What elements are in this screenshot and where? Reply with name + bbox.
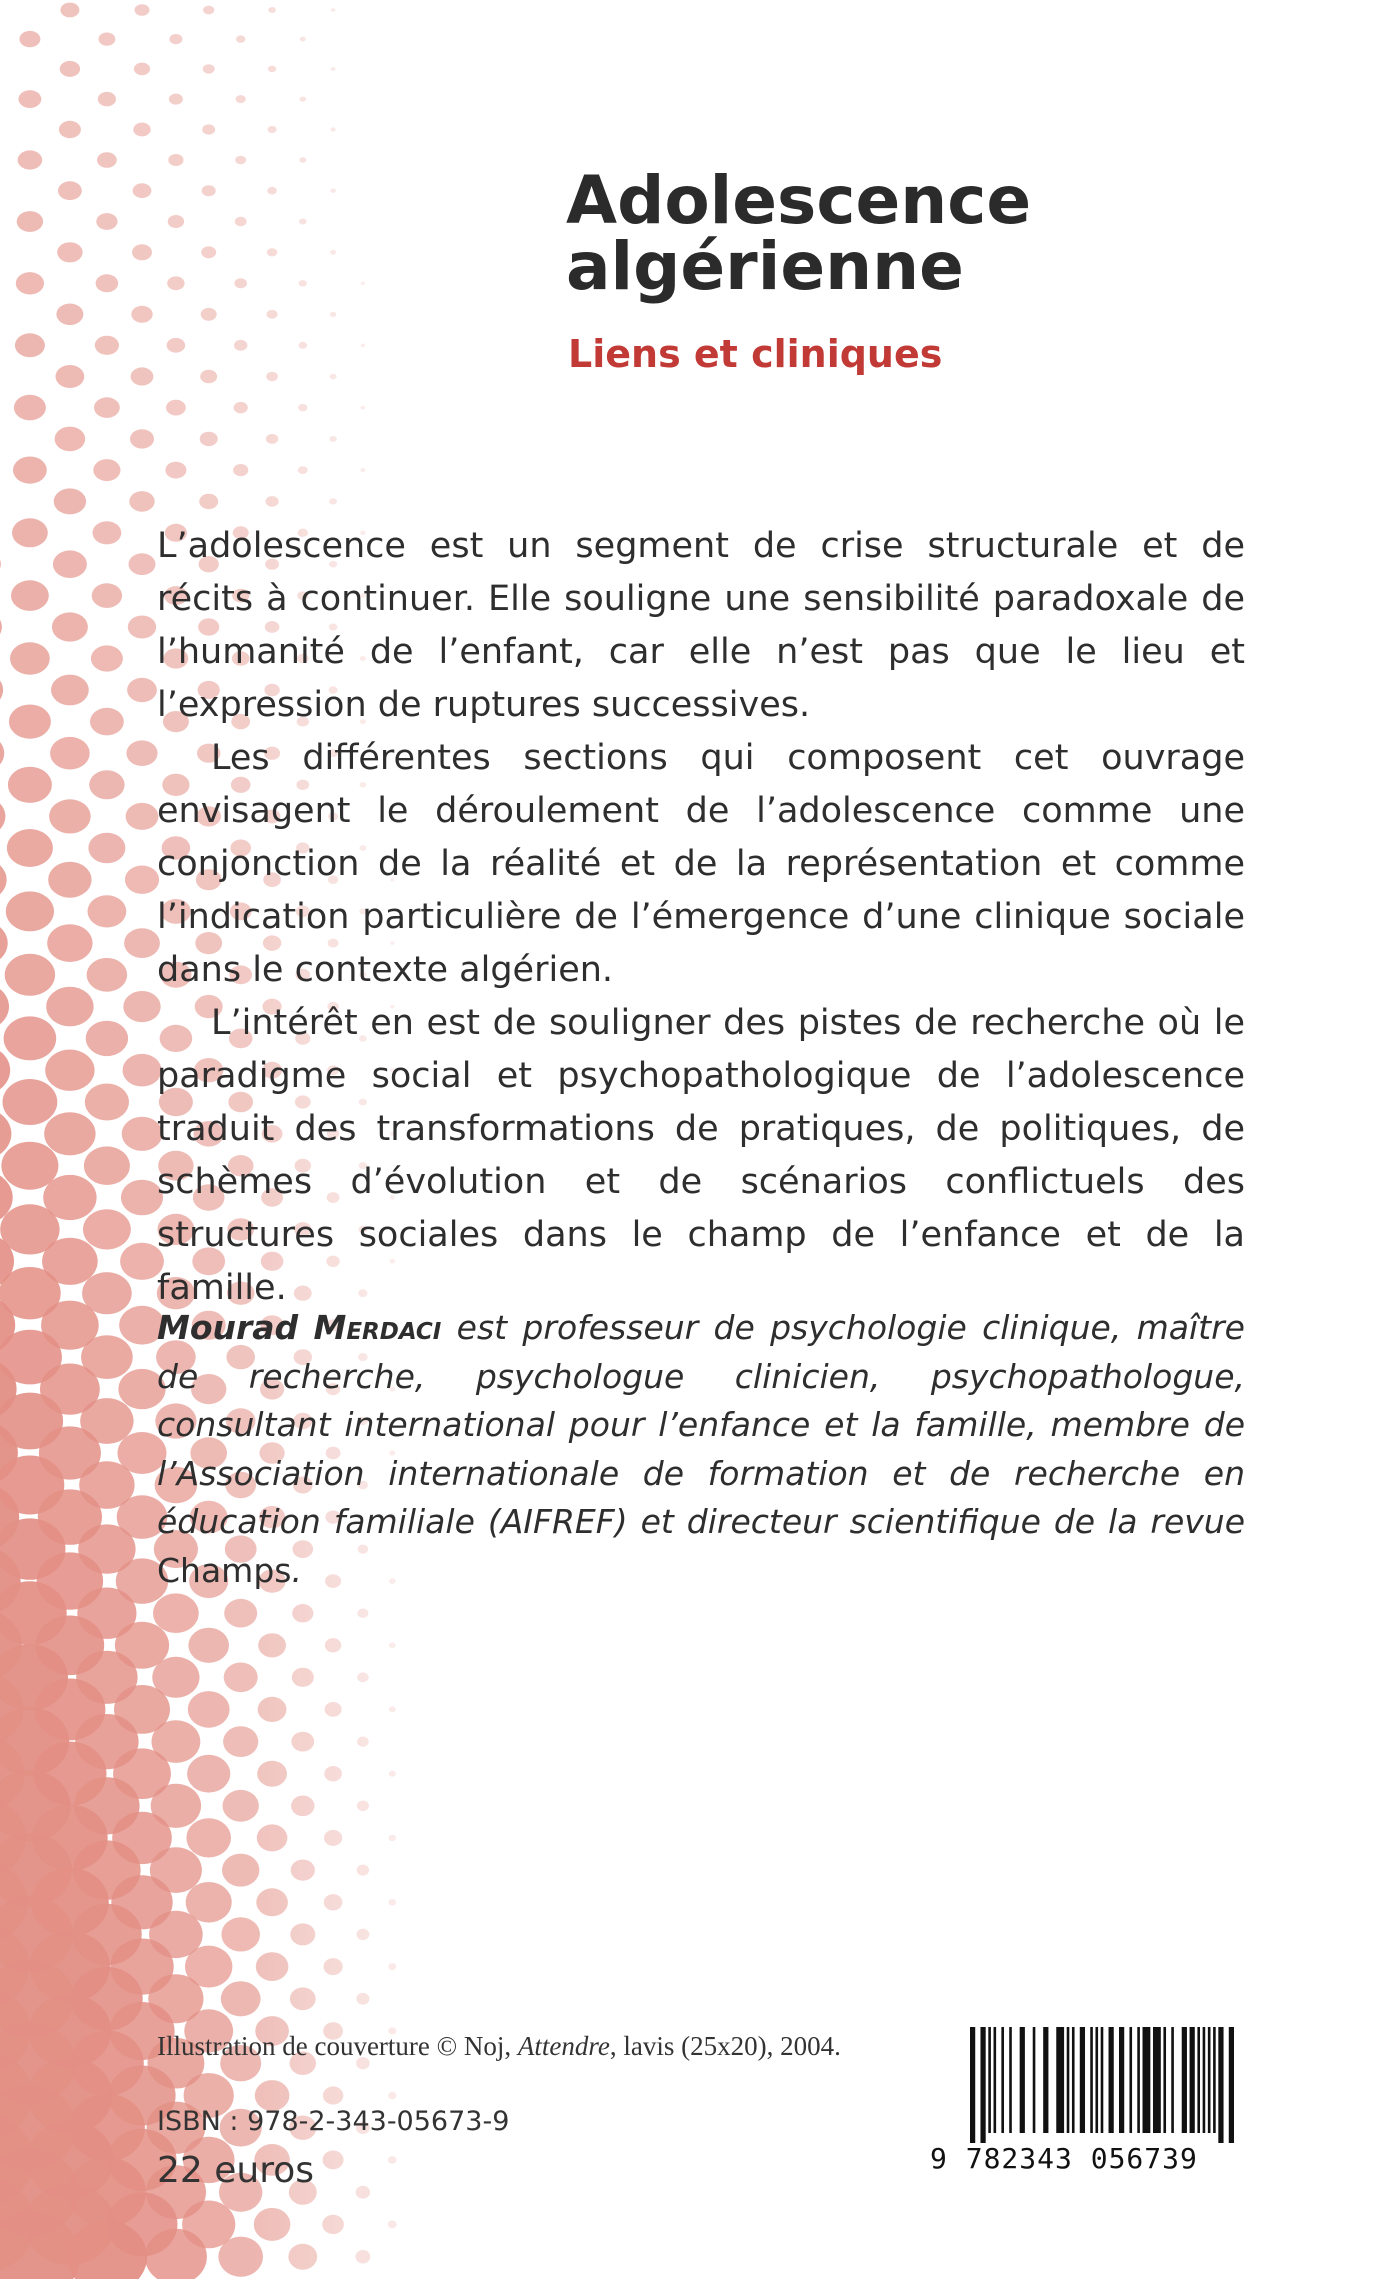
- barcode-bar: [1137, 2027, 1140, 2133]
- barcode-bar: [1129, 2027, 1132, 2133]
- blurb-paragraph-1: L’adolescence est un segment de crise structurale et de récits à continuer. Elle souligne une sensibilité paradoxale de l’humanité de l’enfant, car elle n’est pas que le lieu et l’expression de ruptures successives.: [157, 526, 1245, 725]
- barcode-bar: [1213, 2027, 1216, 2133]
- back-cover-blurb: [157, 520, 1245, 1315]
- barcode-bar: [1101, 2027, 1104, 2133]
- barcode-bar: [1056, 2027, 1064, 2133]
- barcode-bar: [1218, 2027, 1223, 2143]
- barcode-bar: [980, 2027, 985, 2143]
- barcode-bar: [1001, 2027, 1004, 2133]
- credit-prefix: Illustration de couverture © Noj,: [157, 2031, 518, 2061]
- barcode-bar: [994, 2027, 997, 2133]
- barcode-bar: [1203, 2027, 1206, 2133]
- book-title: [566, 162, 1032, 305]
- book-title-line-1: Adolescence: [566, 162, 1032, 239]
- price: 22 euros: [157, 2150, 315, 2191]
- isbn: ISBN : 978-2-343-05673-9: [157, 2106, 510, 2137]
- book-title-line-2: algérienne: [566, 228, 964, 305]
- barcode-bar: [1009, 2027, 1012, 2133]
- barcode-bar: [1208, 2027, 1211, 2133]
- barcode-bar: [1182, 2027, 1187, 2133]
- barcode-bar: [1197, 2027, 1200, 2133]
- barcode-bar: [1067, 2027, 1070, 2133]
- author-last-name: Merdaci: [313, 1308, 442, 1347]
- author-bio-text: est professeur de psychologie clinique, maître de recherche, psychologue clinicien, psychopathologue, consultant international pour l’enfance et la famille, membre de l’Association internationale de formation et de recherche en éducation familiale (AIFREF) et directeur scientifique de la revue: [157, 1308, 1245, 1541]
- barcode-bar: [1033, 2027, 1036, 2133]
- barcode-bar: [1229, 2027, 1234, 2143]
- barcode-bar: [1109, 2027, 1114, 2133]
- credit-suffix: , lavis (25x20), 2004.: [609, 2031, 841, 2061]
- barcode-bar: [1171, 2027, 1174, 2133]
- barcode-bar: [988, 2027, 991, 2133]
- barcode-bar: [1119, 2027, 1124, 2133]
- author-bio: [157, 1304, 1245, 1595]
- barcode-bars: [968, 2027, 1238, 2143]
- barcode-bar: [970, 2027, 975, 2143]
- barcode-bar: [1190, 2027, 1195, 2133]
- barcode-bar: [1153, 2027, 1161, 2133]
- journal-name: Champs: [157, 1550, 292, 1590]
- author-bio-end: .: [291, 1550, 302, 1590]
- barcode-bar: [1143, 2027, 1151, 2133]
- book-subtitle: Liens et cliniques: [568, 332, 943, 376]
- barcode-bar: [1163, 2027, 1166, 2133]
- barcode-digits: 9 782343 056739: [930, 2142, 1198, 2175]
- credit-work-title: Attendre: [517, 2031, 610, 2061]
- blurb-paragraph-3: L’intérêt en est de souligner des pistes de recherche où le paradigme social et psychopathologique de l’adolescence traduit des transformations de pratiques, de politiques, de schèmes d’évolution et de scénarios conflictuels des structures sociales dans le champ de l’enfance et de la famille.: [157, 1003, 1245, 1308]
- barcode-bar: [1043, 2027, 1048, 2133]
- author-first-name: Mourad: [157, 1308, 299, 1347]
- barcode: [930, 2015, 1242, 2181]
- barcode-bar: [1095, 2027, 1098, 2133]
- blurb-paragraph-2: Les différentes sections qui composent cet ouvrage envisagent le déroulement de l’adolescence comme une conjonction de la réalité et de la représentation et comme l’indication particulière de l’émergence d’une clinique sociale dans le contexte algérien.: [157, 738, 1245, 990]
- barcode-bar: [1072, 2027, 1075, 2133]
- illustration-credit: [157, 2030, 841, 2062]
- barcode-bar: [1090, 2027, 1093, 2133]
- barcode-bar: [1080, 2027, 1085, 2133]
- barcode-bar: [1020, 2027, 1025, 2133]
